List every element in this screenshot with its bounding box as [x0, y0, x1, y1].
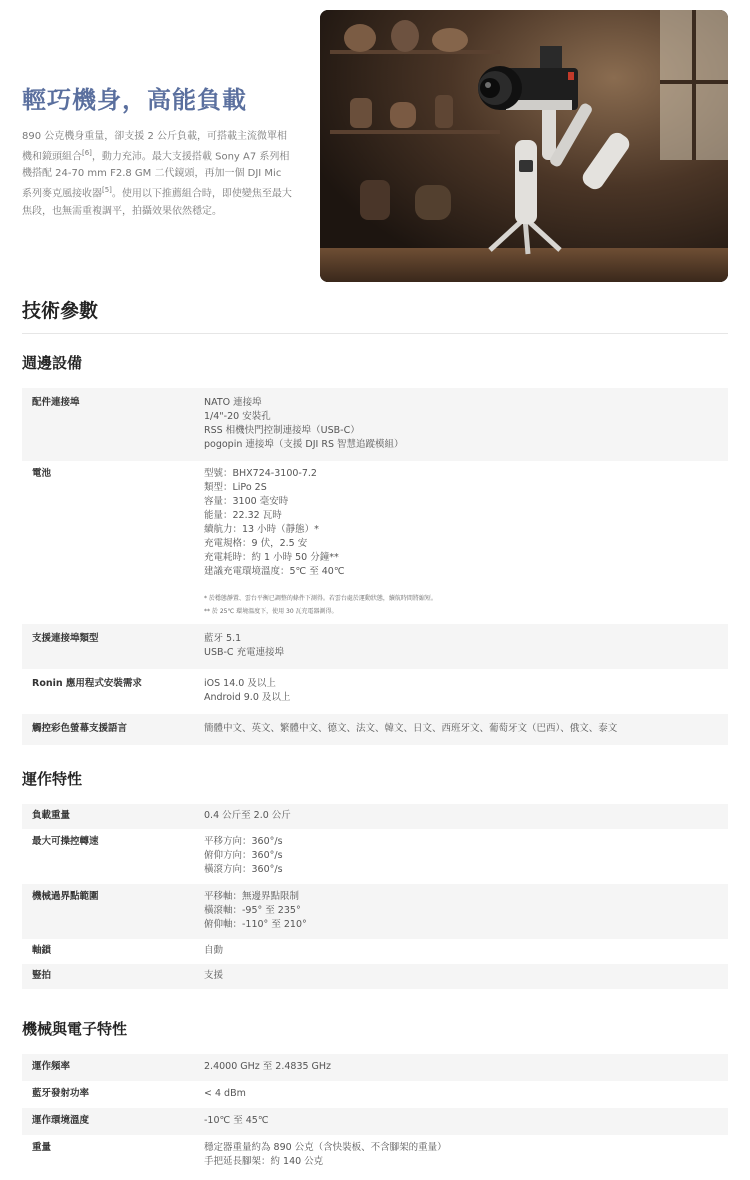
spec-value-line: 俯仰軸：-110° 至 210°: [204, 919, 307, 930]
specs-title: 技術參數: [22, 300, 99, 322]
spec-value-line: 充電耗時：約 1 小時 50 分鐘**: [204, 552, 339, 563]
spec-value-line: 建議充電環境溫度：5℃ 至 40℃: [204, 566, 345, 577]
footnote-ref-6[interactable]: [6]: [82, 149, 92, 157]
spec-label: 重量: [32, 1142, 52, 1153]
desc-text-3: 。使用以下推薦組合時，即使變焦至最大焦段，也無需重複調平，拍攝效果依然穩定。: [22, 188, 292, 217]
spec-value-line: 充電規格：9 伏，2.5 安: [204, 538, 308, 549]
spec-label: 運作環境溫度: [32, 1115, 90, 1126]
spec-value: [204, 1141, 728, 1169]
spec-value-line: 藍牙 5.1: [204, 633, 242, 644]
spec-row: [22, 829, 728, 884]
desc-text-2: ，動力充沛。最大支援搭載 Sony A7 系列相機搭配 24-70 mm F2.8 GM 二代鏡頭，再加一個 DJI Mic 系列麥克風接收器: [22, 151, 290, 200]
spec-value-line: 手把延長腳架：約 140 公克: [204, 1156, 324, 1167]
spec-label: 配件連接埠: [32, 397, 80, 408]
spec-row: [22, 714, 728, 745]
spec-row: [22, 461, 728, 624]
desc-text-1: 890 公克機身重量，卻支援 2 公斤負載，可搭載主流微單相機和鏡頭組合: [22, 131, 287, 163]
spec-value: [204, 1114, 728, 1128]
spec-value: [204, 809, 728, 823]
gimbal-product-photo: [320, 10, 728, 282]
spec-label: 機械過界點範圍: [32, 891, 99, 902]
spec-value-line: USB-C 充電連接埠: [204, 647, 285, 658]
spec-row: [22, 804, 728, 829]
spec-label: 電池: [32, 468, 52, 479]
spec-value: [204, 396, 728, 452]
spec-value-line: 2.4000 GHz 至 2.4835 GHz: [204, 1061, 332, 1072]
section-peripherals: [22, 352, 728, 745]
spec-value-line: 支援: [204, 970, 224, 981]
section-working-performance: [22, 768, 728, 989]
spec-label: 豎拍: [32, 970, 52, 981]
spec-label: 藍牙發射功率: [32, 1088, 90, 1099]
footnote-ref-5[interactable]: [5]: [102, 186, 112, 195]
spec-row: [22, 884, 728, 939]
section-heading: 週邊設備: [22, 354, 83, 372]
spec-value-line: NATO 連接埠: [204, 397, 262, 408]
spec-value-line: 簡體中文、英文、繁體中文、德文、法文、韓文、日文、西班牙文、葡萄牙文（巴西）、俄文、泰文: [204, 723, 618, 734]
spec-row: [22, 1108, 728, 1135]
spec-value: [204, 890, 728, 932]
spec-value-line: pogopin 連接埠（支援 DJI RS 智慧追蹤模組）: [204, 439, 404, 450]
spec-value: [204, 677, 728, 705]
hero-section: [0, 0, 750, 290]
gimbal-illustration: [320, 10, 728, 282]
spec-value: [204, 1060, 728, 1074]
spec-row: [22, 1135, 728, 1176]
spec-value: [204, 969, 728, 983]
section-mechanical-electrical: [22, 1018, 728, 1176]
spec-value-line: -10℃ 至 45℃: [204, 1115, 269, 1126]
spec-value-line: < 4 dBm: [204, 1088, 246, 1099]
spec-value: [204, 467, 728, 617]
spec-row: [22, 624, 728, 669]
spec-value: [204, 835, 728, 877]
spec-label: 觸控彩色螢幕支援語言: [32, 723, 128, 734]
footnote: ** 於 25℃ 環境溫度下，使用 30 瓦充電器測得。: [204, 608, 338, 615]
spec-value-line: 穩定器重量約為 890 公克（含快裝板、不含腳架的重量）: [204, 1142, 447, 1153]
spec-value-line: iOS 14.0 及以上: [204, 678, 276, 689]
spec-value-line: 橫滾軸：-95° 至 235°: [204, 905, 301, 916]
spec-row: [22, 939, 728, 964]
spec-label: 運作頻率: [32, 1061, 71, 1072]
spec-value-line: 類型：LiPo 2S: [204, 482, 267, 493]
divider: [22, 333, 728, 334]
spec-label: 軸鎖: [32, 945, 52, 956]
section-heading: 機械與電子特性: [22, 1020, 128, 1038]
spec-label: 支援連接埠類型: [32, 633, 99, 644]
spec-value-line: Android 9.0 及以上: [204, 692, 291, 703]
spec-value-line: 型號：BHX724-3100-7.2: [204, 468, 317, 479]
spec-value-line: 能量：22.32 瓦時: [204, 510, 282, 521]
spec-row: [22, 964, 728, 989]
spec-row: [22, 1081, 728, 1108]
spec-value: [204, 944, 728, 958]
spec-label: Ronin 應用程式安裝需求: [32, 678, 142, 689]
section-heading: 運作特性: [22, 770, 83, 788]
spec-value-line: 平移軸：無邊界點限制: [204, 891, 300, 902]
hero-title: 輕巧機身，高能負載: [22, 86, 247, 114]
spec-row: [22, 669, 728, 714]
hero-description: [22, 128, 292, 220]
footnote: * 於穩態靜置、雲台平衡已調整的條件下測得。若雲台處於運動狀態，續航時間將縮短。: [204, 595, 437, 602]
spec-value-line: 1/4"-20 安裝孔: [204, 411, 271, 422]
spec-value-line: RSS 相機快門控制連接埠（USB-C）: [204, 425, 360, 436]
spec-label: 負載重量: [32, 810, 71, 821]
spec-label: 最大可操控轉速: [32, 836, 99, 847]
spec-value-line: 自動: [204, 945, 224, 956]
spec-value: [204, 1087, 728, 1101]
spec-value-line: 橫滾方向：360°/s: [204, 864, 283, 875]
spec-value-line: 平移方向：360°/s: [204, 836, 283, 847]
spec-value-line: 續航力：13 小時（靜態）*: [204, 524, 319, 535]
spec-row: [22, 1054, 728, 1081]
spec-value-line: 容量：3100 毫安時: [204, 496, 289, 507]
spec-value: [204, 632, 728, 660]
spec-value: [204, 722, 728, 736]
spec-row: [22, 388, 728, 461]
spec-value-line: 0.4 公斤至 2.0 公斤: [204, 810, 291, 821]
spec-value-line: 俯仰方向：360°/s: [204, 850, 283, 861]
